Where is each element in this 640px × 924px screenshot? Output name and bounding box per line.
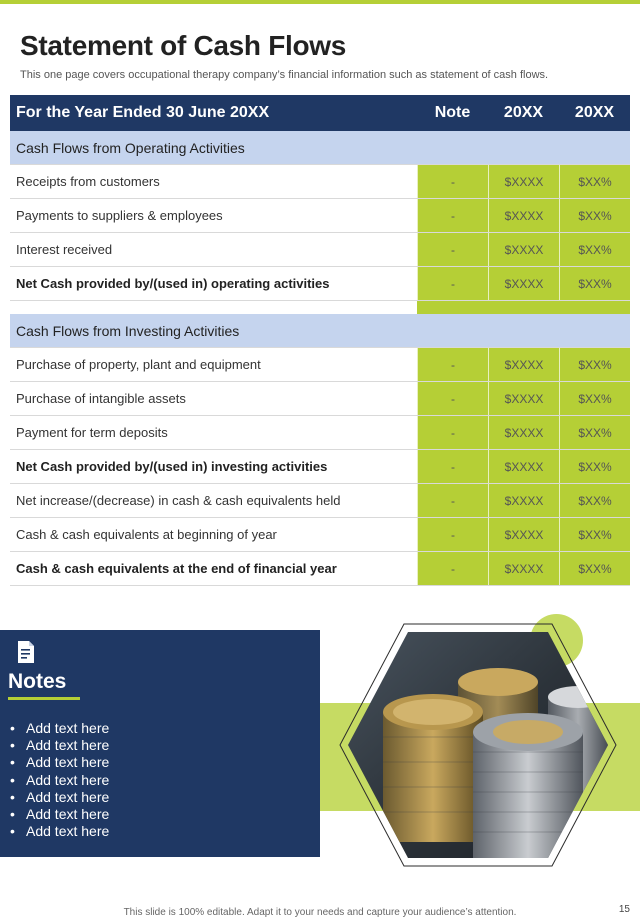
table-row-total (10, 450, 630, 484)
table-row (10, 518, 630, 552)
row-value-1: $XXXX (488, 165, 559, 198)
table-row (10, 233, 630, 267)
row-label: Payments to suppliers & employees (10, 199, 417, 232)
row-label: Net Cash provided by/(used in) investing activities (10, 450, 417, 483)
row-note: - (417, 484, 488, 517)
table-row (10, 484, 630, 518)
page-subtitle: This one page covers occupational therapy company’s financial information such as statement of cash flows. (20, 69, 549, 81)
row-note: - (417, 518, 488, 551)
document-icon (16, 640, 36, 664)
row-note: - (417, 165, 488, 198)
row-label: Receipts from customers (10, 165, 417, 198)
notes-title: Notes (8, 670, 67, 693)
row-value-2: $XX% (559, 450, 630, 483)
table-row-total (10, 267, 630, 301)
list-item: • Add text here (10, 754, 109, 771)
header-year-2: 20XX (574, 104, 615, 121)
list-item: • Add text here (10, 806, 109, 823)
row-value-1: $XXXX (488, 416, 559, 449)
row-value-2: $XX% (559, 199, 630, 232)
row-note: - (417, 267, 488, 300)
section-investing-heading: Cash Flows from Investing Activities (10, 314, 630, 348)
header-note: Note (434, 104, 471, 121)
row-value-1: $XXXX (488, 199, 559, 232)
coins-hexagon-photo (338, 622, 618, 868)
row-value-1: $XXXX (488, 450, 559, 483)
row-label: Net increase/(decrease) in cash & cash equivalents held (10, 484, 417, 517)
row-value-1: $XXXX (488, 552, 559, 585)
row-note: - (417, 416, 488, 449)
row-note: - (417, 552, 488, 585)
row-note: - (417, 233, 488, 266)
list-item: • Add text here (10, 789, 109, 806)
list-item: • Add text here (10, 737, 109, 754)
list-item: • Add text here (10, 823, 109, 840)
row-note: - (417, 348, 488, 381)
header-period-label: For the Year Ended 30 June 20XX (16, 104, 270, 121)
row-value-1: $XXXX (488, 518, 559, 551)
row-label: Payment for term deposits (10, 416, 417, 449)
row-label: Interest received (10, 233, 417, 266)
top-accent-bar (0, 0, 640, 4)
row-label: Net Cash provided by/(used in) operating activities (10, 267, 417, 300)
row-value-2: $XX% (559, 233, 630, 266)
row-value-2: $XX% (559, 416, 630, 449)
row-label: Cash & cash equivalents at the end of financial year (10, 552, 417, 585)
row-value-2: $XX% (559, 165, 630, 198)
row-value-2: $XX% (559, 382, 630, 415)
row-note: - (417, 199, 488, 232)
row-note: - (417, 382, 488, 415)
row-value-1: $XXXX (488, 348, 559, 381)
footer-note: This slide is 100% editable. Adapt it to your needs and capture your audience’s attention. (123, 907, 517, 918)
table-row-total (10, 552, 630, 586)
notes-list (10, 720, 109, 840)
row-value-2: $XX% (559, 552, 630, 585)
row-note: - (417, 450, 488, 483)
row-value-2: $XX% (559, 267, 630, 300)
row-value-2: $XX% (559, 484, 630, 517)
table-row (10, 165, 630, 199)
page-number: 15 (618, 904, 630, 915)
table-row (10, 199, 630, 233)
row-value-1: $XXXX (488, 267, 559, 300)
row-value-2: $XX% (559, 518, 630, 551)
page-title: Statement of Cash Flows (20, 30, 347, 61)
table-row (10, 348, 630, 382)
row-value-2: $XX% (559, 348, 630, 381)
table-header (10, 95, 630, 131)
notes-panel (0, 630, 320, 857)
row-value-1: $XXXX (488, 233, 559, 266)
coins-image (338, 622, 618, 868)
row-label: Purchase of intangible assets (10, 382, 417, 415)
cash-flow-table (10, 95, 630, 586)
row-label: Purchase of property, plant and equipment (10, 348, 417, 381)
table-row (10, 382, 630, 416)
list-item: • Add text here (10, 772, 109, 789)
row-value-1: $XXXX (488, 484, 559, 517)
section-spacer (10, 301, 630, 314)
section-operating-heading: Cash Flows from Operating Activities (10, 131, 630, 165)
list-item: • Add text here (10, 720, 109, 737)
row-label: Cash & cash equivalents at beginning of year (10, 518, 417, 551)
header-year-1: 20XX (503, 104, 544, 121)
table-row (10, 416, 630, 450)
row-value-1: $XXXX (488, 382, 559, 415)
notes-underline (8, 697, 80, 700)
